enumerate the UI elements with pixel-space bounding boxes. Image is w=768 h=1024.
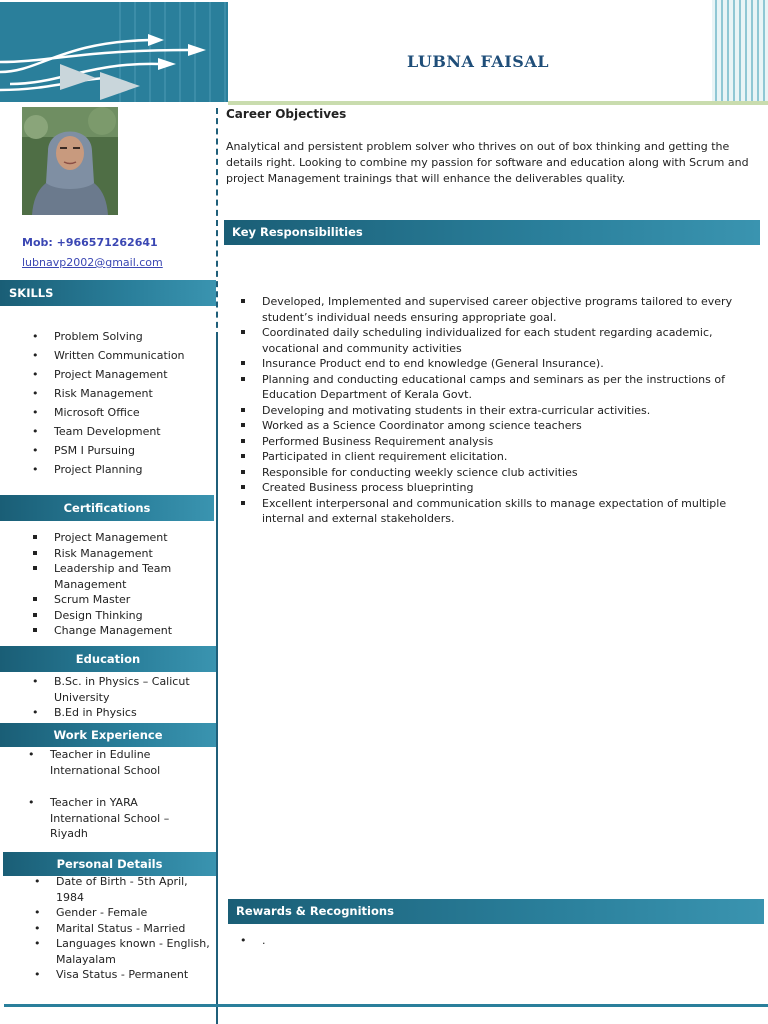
list-item: • Visa Status - Permanent — [56, 967, 212, 983]
education-heading: Education — [0, 646, 216, 672]
list-item: • Team Development — [54, 422, 185, 441]
list-item: Risk Management — [54, 546, 204, 562]
skills-heading: SKILLS — [0, 280, 216, 306]
list-item: Change Management — [54, 623, 204, 639]
list-item: Project Management — [54, 530, 204, 546]
mobile-number: Mob: +966571262641 — [22, 236, 158, 249]
list-item: Insurance Product end to end knowledge (General Insurance). — [262, 356, 762, 372]
list-item: Coordinated daily scheduling individualized for each student regarding academic, vocational and community activities — [262, 325, 762, 356]
list-item: • Problem Solving — [54, 327, 185, 346]
list-item: Developed, Implemented and supervised career objective programs tailored to every student’s individual needs ensuring appropriate goal. — [262, 294, 762, 325]
candidate-name: LUBNA FAISAL — [407, 52, 549, 71]
list-item: • Risk Management — [54, 384, 185, 403]
work-experience-heading: Work Experience — [0, 723, 216, 747]
list-item: • Teacher in YARA International School – Riyadh — [50, 795, 210, 842]
list-item: • B.Ed in Physics — [54, 705, 204, 721]
work-experience-list — [50, 747, 210, 842]
rewards-heading: Rewards & Recognitions — [228, 899, 764, 924]
list-item: Created Business process blueprinting — [262, 480, 762, 496]
list-item: • Teacher in Eduline International School — [50, 747, 210, 778]
list-item: Performed Business Requirement analysis — [262, 434, 762, 450]
email-link[interactable]: lubnavp2002@gmail.com — [22, 256, 163, 269]
list-item: • Marital Status - Married — [56, 921, 212, 937]
list-item: • Gender - Female — [56, 905, 212, 921]
career-objectives-text: Analytical and persistent problem solver who thrives on out of box thinking and getting the details right. Looking to combine my passion for software and education along with Scrum and project Management trainings that will enhance the deliverables quality. — [226, 140, 749, 185]
certifications-list — [54, 530, 204, 639]
header-underline — [228, 101, 768, 105]
list-item: • Project Management — [54, 365, 185, 384]
list-item: • . — [262, 933, 266, 949]
skills-list — [54, 327, 185, 479]
list-item: • Microsoft Office — [54, 403, 185, 422]
list-item: • B.Sc. in Physics – Calicut University — [54, 674, 204, 705]
footer-line — [4, 1004, 768, 1007]
list-item: Excellent interpersonal and communication skills to manage expectation of multiple internal and external stakeholders. — [262, 496, 762, 527]
list-item: Planning and conducting educational camps and seminars as per the instructions of Education Department of Kerala Govt. — [262, 372, 762, 403]
personal-details-list — [56, 874, 212, 983]
list-item: Scrum Master — [54, 592, 204, 608]
career-objectives-title: Career Objectives — [226, 107, 347, 121]
education-list — [54, 674, 204, 721]
rewards-list — [262, 933, 266, 949]
key-responsibilities-heading: Key Responsibilities — [224, 220, 760, 245]
personal-details-heading: Personal Details — [3, 852, 216, 876]
list-item: Worked as a Science Coordinator among science teachers — [262, 418, 762, 434]
list-item: Design Thinking — [54, 608, 204, 624]
list-item: Developing and motivating students in their extra-curricular activities. — [262, 403, 762, 419]
list-item: Leadership and Team Management — [54, 561, 204, 592]
header-stripes — [712, 0, 768, 102]
list-item: • Date of Birth - 5th April, 1984 — [56, 874, 212, 905]
list-item: • PSM I Pursuing — [54, 441, 185, 460]
list-item: Responsible for conducting weekly science club activities — [262, 465, 762, 481]
list-item: • Languages known - English, Malayalam — [56, 936, 212, 967]
column-divider — [216, 338, 218, 1024]
list-item: • Project Planning — [54, 460, 185, 479]
profile-photo — [22, 107, 118, 215]
header-graphic — [0, 2, 228, 102]
list-item: • Written Communication — [54, 346, 185, 365]
key-responsibilities-list — [262, 294, 762, 527]
certifications-heading: Certifications — [0, 495, 214, 521]
list-item: Participated in client requirement elicitation. — [262, 449, 762, 465]
column-divider-dashed — [216, 108, 218, 338]
